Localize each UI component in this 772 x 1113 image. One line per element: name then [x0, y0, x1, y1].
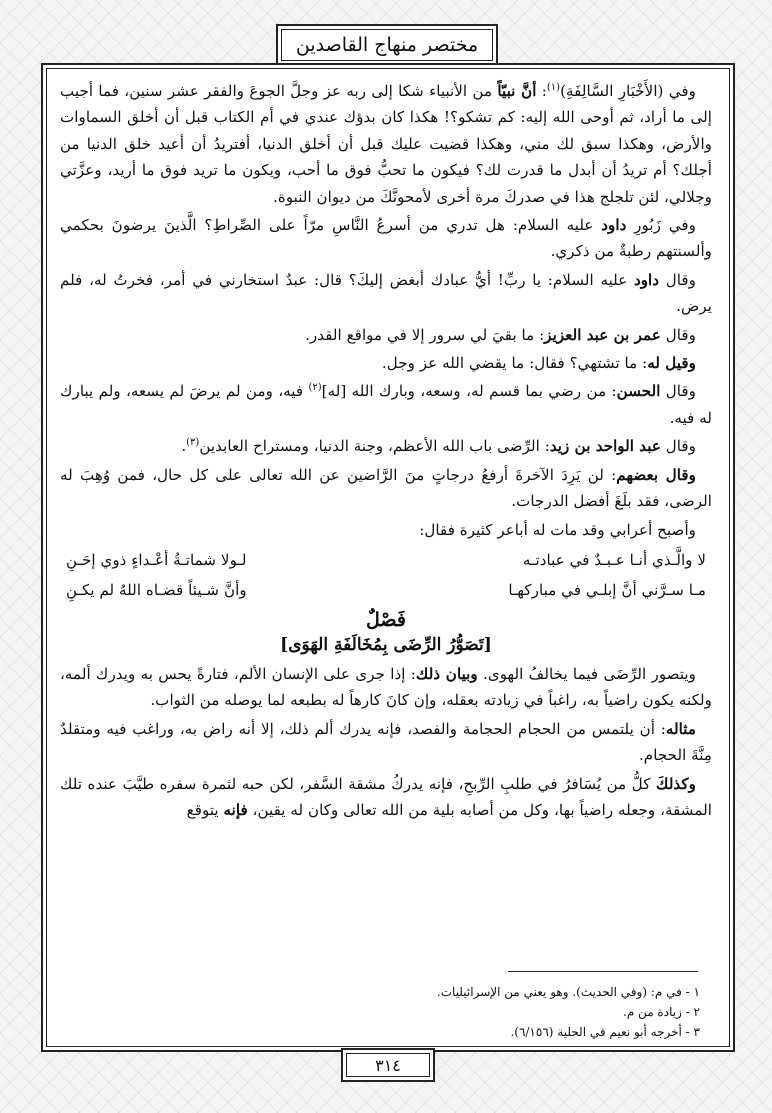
text-run: وأصبح أعرابي وقد مات له أباعر كثيرة فقال: [419, 520, 696, 539]
paragraph [60, 433, 712, 459]
paragraph [60, 378, 712, 431]
verse-first-hemistich: لا والَّـذي أنـا عـبـدٌ في عبادتـه [522, 550, 706, 569]
text-run: : ما تشتهي؟ فقال: ما يقضي الله عز وجل. [381, 354, 648, 373]
bold-name: وقال بعضهم [616, 465, 696, 484]
text-run: من الأنبياء شكا إلى ربه عز وجلَّ الجوعَ والفقر عشر سنين، فما أجيب إلى ما أراد، ثم أوحى الله إليه: كم تشكو؟! هكذا كان بدؤك عندي في أم الكتاب قبل أن أخلق السماوات والأرض، وهكذا سبق لك مني، وهكذا قضيت عليك قبل أن أخلق الدنيا، أفتريدُ أن أعيد خلق الدنيا من أجلك؟ أم تريدُ أن أبدل ما قدرت لك؟ فيكون ما تحبُّ فوق ما أحب، ويكون ما تريد فوق ما أريد، وعزَّتي وجلالي، لئن تلجلج هذا في صدركَ مرة أخرى لأمحونَّكَ من ديوان النبوة. [60, 82, 712, 206]
text-run: عليه السلام: يا ربِّ! أيُّ عبادك أبغض إليكَ؟ قال: عبدٌ استخارني في أمر، فخرتُ له، فلم يرض. [60, 270, 712, 316]
running-header [276, 24, 498, 66]
bold-name: داود [633, 270, 660, 289]
text-run: . [181, 437, 187, 456]
footnote-ref: (٣) [186, 437, 200, 449]
text-run: وقال [660, 437, 696, 456]
section-paragraphs-block [60, 661, 712, 823]
footnote-item: ١ - في م: (وفي الحديث). وهو يعني من الإسرائيليات. [436, 985, 700, 999]
footnote-item: ٣ - أخرجه أبو نعيم في الحلية (٦/١٥٦). [510, 1025, 700, 1039]
paragraph [60, 517, 712, 543]
text-run: : ما بقيَ لي سرور إلا في مواقع القدر. [305, 325, 545, 344]
text-run: : [536, 82, 547, 100]
paragraph [60, 267, 712, 320]
text-run: : لن يَرِدَ الآخرةَ أرفعُ درجاتٍ منَ الرَّاضين عن الله تعالى على كل حال، فمن وُهِبَ له الرضى، فقد بلَغَ أفضل الدرجات. [60, 465, 712, 511]
paragraphs-block [60, 78, 712, 543]
bold-name: مثاله [665, 719, 696, 738]
text-run: وقال [660, 382, 697, 401]
text-run: وفي زَبُورِ [626, 216, 696, 235]
bold-name: وكذلكَ [656, 774, 696, 793]
bold-name: وقيل له [647, 354, 696, 373]
footnote-item: ٢ - زيادة من م. [623, 1005, 700, 1019]
paragraph [60, 771, 712, 824]
bold-name: عمر بن عبد العزيز [544, 325, 661, 344]
section-heading: فَصْلٌ [366, 608, 406, 631]
poem-verse [60, 545, 712, 575]
text-run: وقال [659, 270, 696, 289]
text-run: : من رضي بما قسم له، وسعه، وبارك الله [له] [321, 382, 617, 401]
footnotes [60, 982, 700, 1042]
footnote-ref: (٢) [308, 382, 322, 394]
text-run: فيه، ومن لم يرضَ لم يسعه، ولم يبارك له فيه. [60, 382, 712, 427]
paragraph [60, 716, 712, 769]
text-run: ويتصور الرِّضَى فيما يخالفُ الهوى. [477, 664, 696, 683]
bold-name: داود [601, 216, 627, 235]
paragraph [60, 661, 712, 714]
paragraph [60, 350, 712, 376]
footnote-divider [508, 971, 698, 972]
bold-name: عبد الواحد بن زيد [549, 437, 661, 456]
verse-second-hemistich: لـولا شماتـةُ أعْـداءٍ ذوي إحَـنِ [66, 550, 247, 569]
poem-verse [60, 575, 712, 605]
main-text [60, 78, 712, 825]
book-title: مختصر منهاج القاصدين [295, 34, 479, 56]
bold-name: فإنه [223, 800, 248, 819]
paragraph [60, 462, 712, 515]
paragraph [60, 78, 712, 210]
text-run: وقال [660, 325, 696, 344]
text-run: : الرِّضى باب الله الأعظم، وجنة الدنيا، ومستراح العابدين [199, 437, 550, 456]
text-run: : أن يلتمس من الحجام الحجامة والفصد، فإنه يدرك ألم ذلك، إلا أنه راض به، وراغب فيه ومتقلدٌ مِنَّةَ الحجام. [60, 719, 712, 765]
page-number-box [341, 1048, 435, 1082]
page-number: ٣١٤ [375, 1055, 401, 1075]
text-run: كلُّ من يُسَافرُ في طلبِ الرِّبحِ، فإنه يدركُ مشقة السَّفر، لكن حبه لثمرة سفره طيَّبَ عنده تلك المشقة، وجعله راضياً بها، وكل من أصابه بلية من الله تعالى وكان له يقين، [60, 774, 712, 819]
poem [60, 545, 712, 605]
bold-name: وبيان ذلك [415, 664, 478, 683]
text-run: وفي (الأَخْبَارِ السَّالِفَةِ) [560, 82, 696, 100]
bold-name: الحسن [616, 382, 661, 401]
text-run: عليه السلام: هل تدري من أسرعُ النَّاسِ مرّاً على الصِّراطِ؟ الَّذينَ يرضونَ بحكمي وألسنتهم رطبةٌ من ذكري. [60, 216, 712, 261]
footnote-ref: (١) [546, 81, 561, 93]
verse-second-hemistich: وأنَّ شـيئاً قضـاه اللهُ لم يكـنِ [66, 580, 247, 599]
text-run: : إذا جرى على الإنسان الألم، فتارةً يحس به ويدرك ألمه، ولكنه يكون راضياً به، راغباً في زيادته بعقله، وإن كانَ كارهاً له بطبعه لما يوصله من الثواب. [60, 664, 712, 710]
bold-name: أنَّ نبيّاً [497, 82, 537, 100]
section-subheading: [تَصَوُّرُ الرِّضَى بِمُخَالَفَةِ الهَوَى] [280, 634, 492, 655]
paragraph [60, 322, 712, 348]
text-run: يتوقع [186, 800, 224, 819]
verse-first-hemistich: مـا سـرَّني أنَّ إبلـي في مباركهـا [508, 580, 706, 599]
paragraph [60, 212, 712, 265]
